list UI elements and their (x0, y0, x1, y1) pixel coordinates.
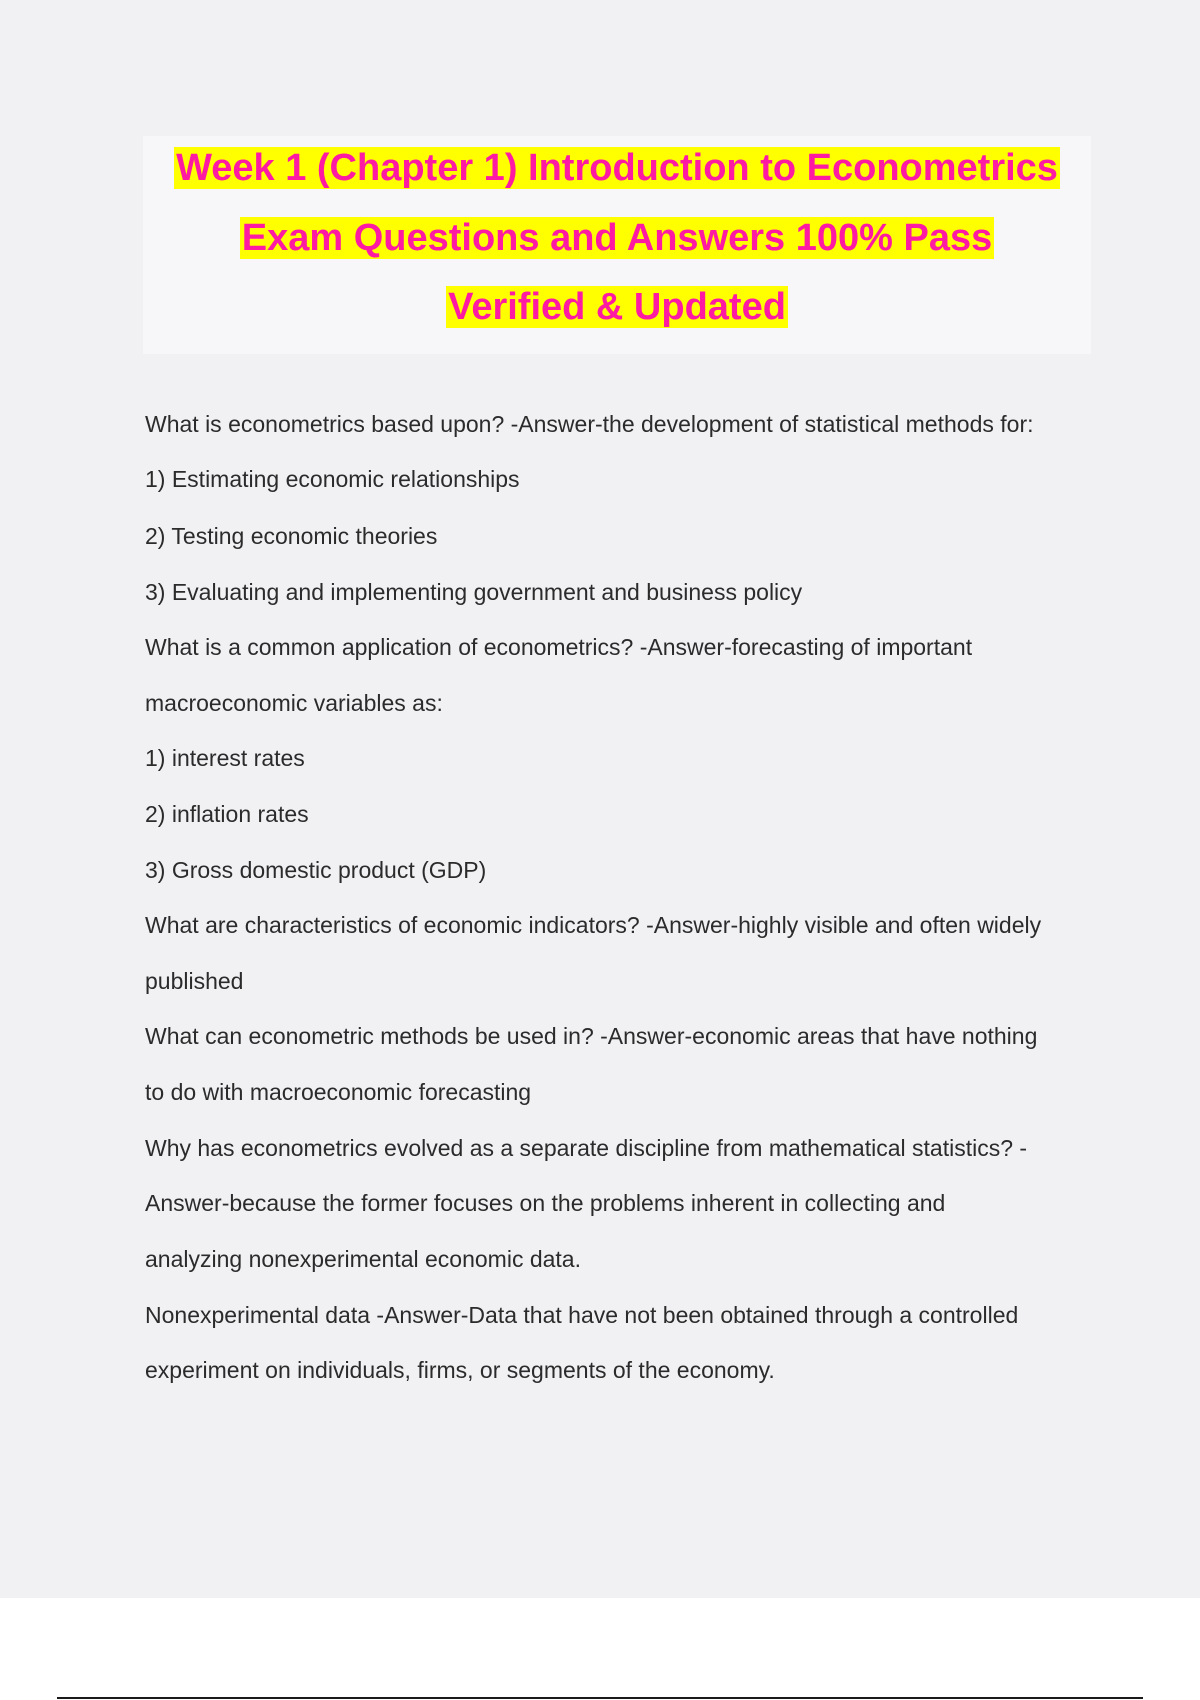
body-line-11: published (145, 968, 244, 994)
body-line-16: analyzing nonexperimental economic data. (145, 1246, 581, 1272)
body-line-4: 3) Evaluating and implementing government and business policy (145, 579, 803, 605)
body-line-7: 1) interest rates (145, 745, 305, 771)
body-line-6: macroeconomic variables as: (145, 690, 443, 716)
title-line-3-text: Verified & Updated (448, 286, 786, 328)
title-line-2 (143, 216, 1091, 260)
title-line-1-text: Week 1 (Chapter 1) Introduction to Econometrics (176, 147, 1058, 189)
body-line-5: What is a common application of econometrics? -Answer-forecasting of important (145, 634, 973, 660)
title-line-3 (143, 285, 1091, 329)
body-line-13: to do with macroeconomic forecasting (145, 1079, 532, 1105)
body-line-3: 2) Testing economic theories (145, 523, 438, 549)
body-line-15: Answer-because the former focuses on the problems inherent in collecting and (145, 1190, 946, 1216)
body-line-17: Nonexperimental data -Answer-Data that have not been obtained through a controlled (145, 1302, 1019, 1328)
title-line-1 (143, 146, 1091, 190)
bottom-divider (57, 1697, 1143, 1699)
title-line-2-text: Exam Questions and Answers 100% Pass (241, 217, 993, 259)
body-line-18: experiment on individuals, firms, or segments of the economy. (145, 1357, 775, 1383)
body-line-9: 3) Gross domestic product (GDP) (145, 857, 487, 883)
body-line-1: What is econometrics based upon? -Answer-the development of statistical methods for: (145, 411, 1034, 437)
body-line-10: What are characteristics of economic indicators? -Answer-highly visible and often widely (145, 912, 1042, 938)
body-line-12: What can econometric methods be used in? -Answer-economic areas that have nothing (145, 1023, 1038, 1049)
body-line-2: 1) Estimating economic relationships (145, 466, 520, 492)
body-line-14: Why has econometrics evolved as a separate discipline from mathematical statistics? - (145, 1135, 1028, 1161)
title-block (143, 136, 1091, 354)
body-line-8: 2) inflation rates (145, 801, 309, 827)
